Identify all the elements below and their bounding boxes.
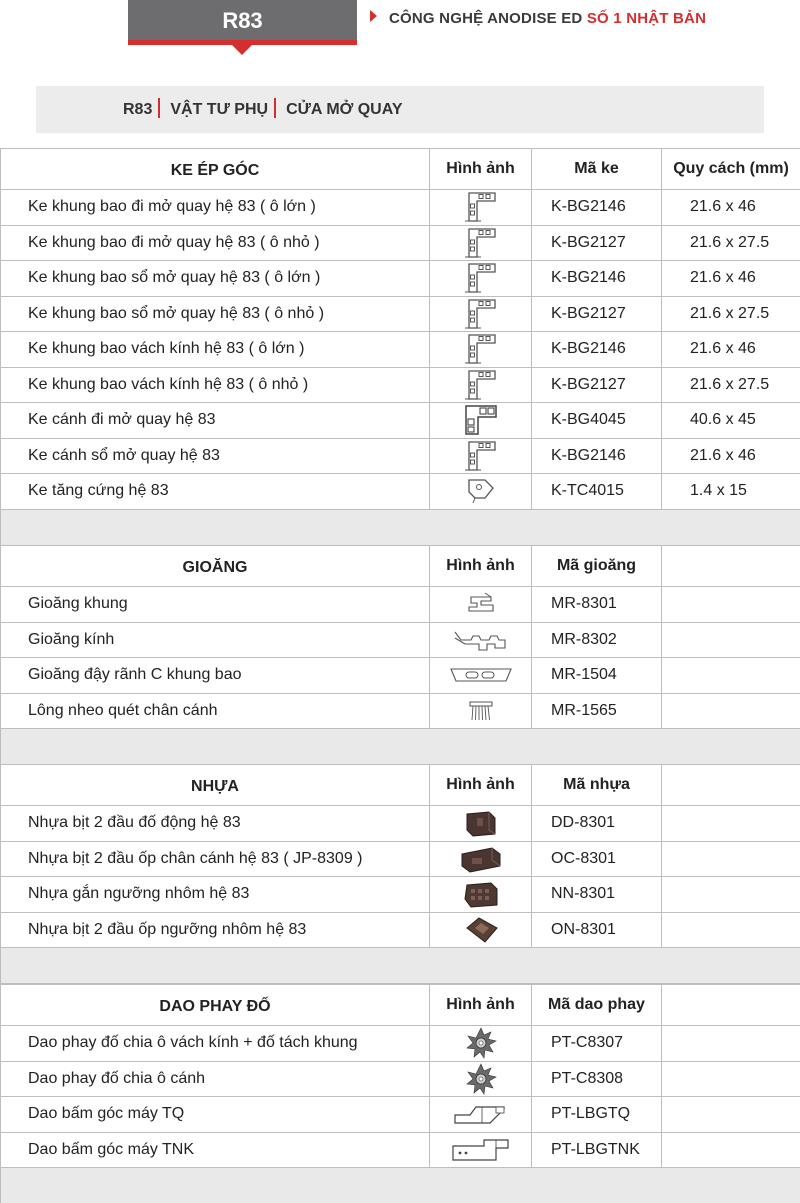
item-spec: 21.6 x 27.5 [662,296,800,332]
milling-tool-table [0,984,800,1203]
wide-corner-bracket-icon [462,403,500,437]
item-name: Ke khung bao vách kính hệ 83 ( ô lớn ) [1,332,430,368]
column-header-image: Hình ảnh [430,985,532,1026]
corner-bracket-icon [463,297,499,331]
item-code: K-BG2146 [532,261,662,297]
item-code: OC-8301 [532,841,662,877]
section-spacer [1,729,800,765]
item-code: K-BG2127 [532,367,662,403]
item-name: Dao bấm góc máy TQ [1,1097,430,1133]
corner-crimping-blade-tnk-icon [450,1136,512,1164]
corner-bracket-icon [463,226,499,260]
page-header [0,0,800,60]
milling-cutter-icon [464,1026,498,1060]
model-pointer-icon [232,45,252,55]
column-header-spec: Quy cách (mm) [662,149,800,190]
item-name: Nhựa bịt 2 đầu ốp ngưỡng nhôm hệ 83 [1,912,430,948]
table-row [1,261,800,297]
table-header [1,765,800,806]
item-spec: 40.6 x 45 [662,403,800,439]
item-name: Ke cánh đi mở quay hệ 83 [1,403,430,439]
item-name: Gioăng kính [1,622,430,658]
table-row [1,403,800,439]
tagline [370,10,706,27]
table-row [1,1026,800,1062]
section-title: KE ÉP GÓC [1,149,430,190]
corner-bracket-icon [463,439,499,473]
item-name: Nhựa bịt 2 đầu ốp chân cánh hệ 83 ( JP-8309 ) [1,841,430,877]
column-header-code: Mã dao phay [532,985,662,1026]
item-code: MR-8302 [532,622,662,658]
item-code: PT-C8308 [532,1061,662,1097]
item-code: PT-LBGTQ [532,1097,662,1133]
item-code: K-BG2127 [532,296,662,332]
breadcrumb [36,86,764,133]
plastic-threshold-cap-icon [461,914,501,946]
item-name: Nhựa bịt 2 đầu đố động hệ 83 [1,806,430,842]
item-spec: 1.4 x 15 [662,474,800,510]
table-row [1,1061,800,1097]
play-arrow-icon [370,10,377,22]
item-code: DD-8301 [532,806,662,842]
breadcrumb-item: VẬT TƯ PHỤ [170,101,269,118]
item-name: Dao phay đố chia ô cánh [1,1061,430,1097]
table-row [1,877,800,913]
item-name: Ke tăng cứng hệ 83 [1,474,430,510]
item-code: NN-8301 [532,877,662,913]
plastic-end-cap-icon [461,808,501,838]
column-header-image: Hình ảnh [430,546,532,587]
corner-bracket-icon [463,261,499,295]
table-row [1,806,800,842]
column-header-code: Mã gioăng [532,546,662,587]
item-spec: 21.6 x 46 [662,190,800,226]
item-name: Ke khung bao đi mở quay hệ 83 ( ô nhỏ ) [1,225,430,261]
table-header [1,149,800,190]
table-row [1,474,800,510]
item-name: Nhựa gắn ngưỡng nhôm hệ 83 [1,877,430,913]
breadcrumb-item: CỬA MỞ QUAY [286,101,403,118]
brush-seal-icon [466,698,496,724]
table-row [1,332,800,368]
section-title: NHỰA [1,765,430,806]
item-name: Ke khung bao đi mở quay hệ 83 ( ô lớn ) [1,190,430,226]
item-code: ON-8301 [532,912,662,948]
gasket-table [0,545,800,765]
item-code: PT-LBGTNK [532,1132,662,1168]
table-row [1,622,800,658]
corner-bracket-icon [463,190,499,224]
item-code: K-BG4045 [532,403,662,439]
plastic-sash-cap-icon [458,844,504,874]
section-spacer [1,948,800,984]
breadcrumb-separator [274,98,276,118]
item-name: Lông nheo quét chân cánh [1,693,430,729]
item-spec: 21.6 x 46 [662,261,800,297]
table-header [1,546,800,587]
column-header-code: Mã nhựa [532,765,662,806]
item-spec: 21.6 x 27.5 [662,367,800,403]
column-header-image: Hình ảnh [430,149,532,190]
table-row [1,296,800,332]
section-spacer [1,509,800,545]
item-name: Ke khung bao vách kính hệ 83 ( ô nhỏ ) [1,367,430,403]
corner-bracket-icon [463,368,499,402]
model-label: R83 [222,8,263,33]
item-name: Dao phay đố chia ô vách kính + đố tách khung [1,1026,430,1062]
item-code: K-TC4015 [532,474,662,510]
model-badge [128,0,357,40]
item-name: Ke khung bao sổ mở quay hệ 83 ( ô lớn ) [1,261,430,297]
item-code: K-BG2146 [532,332,662,368]
table-row [1,1097,800,1133]
table-row [1,658,800,694]
section-title: DAO PHAY ĐỐ [1,985,430,1026]
column-header-image: Hình ảnh [430,765,532,806]
c-groove-cover-icon [448,663,514,687]
corner-bracket-icon [463,332,499,366]
column-header-empty [662,765,800,806]
item-code: MR-1565 [532,693,662,729]
breadcrumb-separator [158,98,160,118]
item-spec: 21.6 x 46 [662,332,800,368]
milling-cutter-icon [464,1062,498,1096]
corner-bracket-table [0,148,800,546]
table-row [1,587,800,623]
item-code: K-BG2146 [532,438,662,474]
table-row [1,1132,800,1168]
item-name: Gioăng đậy rãnh C khung bao [1,658,430,694]
reinforcement-plate-icon [463,476,499,506]
item-code: PT-C8307 [532,1026,662,1062]
column-header-empty [662,546,800,587]
table-header [1,985,800,1026]
item-name: Dao bấm góc máy TNK [1,1132,430,1168]
column-header-empty [662,985,800,1026]
table-row [1,912,800,948]
item-spec: 21.6 x 46 [662,438,800,474]
item-code: MR-1504 [532,658,662,694]
tagline-main: CÔNG NGHỆ ANODISE ED [389,10,587,27]
tagline-accent: SỐ 1 NHẬT BẢN [586,10,707,27]
breadcrumb-item: R83 [123,101,153,118]
table-row [1,367,800,403]
plastic-threshold-block-icon [461,879,501,909]
item-spec: 21.6 x 27.5 [662,225,800,261]
table-row [1,438,800,474]
corner-crimping-blade-icon [452,1101,510,1127]
item-code: K-BG2146 [532,190,662,226]
table-row [1,190,800,226]
glass-gasket-icon [451,626,511,654]
column-header-code: Mã ke [532,149,662,190]
frame-gasket-icon [461,589,501,619]
item-name: Ke khung bao sổ mở quay hệ 83 ( ô nhỏ ) [1,296,430,332]
table-row [1,841,800,877]
item-name: Ke cánh sổ mở quay hệ 83 [1,438,430,474]
plastic-table [0,764,800,984]
table-row [1,225,800,261]
table-row [1,693,800,729]
section-spacer [1,1168,800,1203]
item-code: K-BG2127 [532,225,662,261]
item-code: MR-8301 [532,587,662,623]
item-name: Gioăng khung [1,587,430,623]
section-title: GIOĂNG [1,546,430,587]
